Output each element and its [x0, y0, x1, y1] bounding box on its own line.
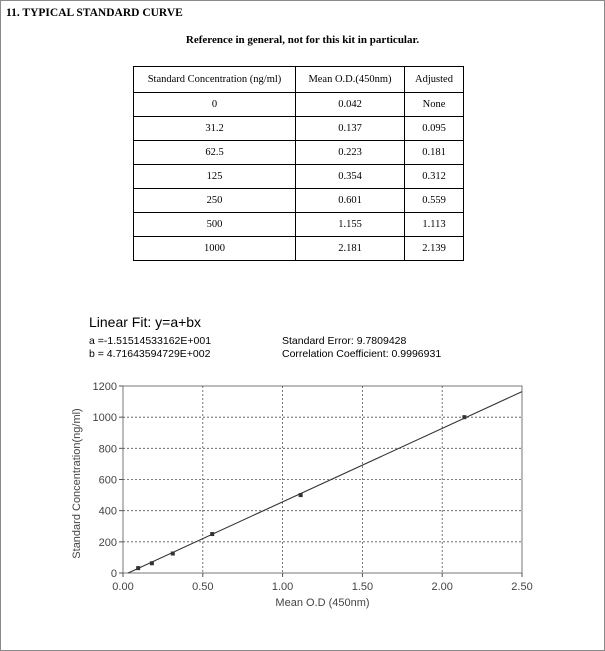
plot-frame: [123, 386, 522, 573]
data-point: [150, 561, 154, 565]
data-point: [171, 552, 175, 556]
data-point: [462, 415, 466, 419]
table-cell: 2.181: [296, 237, 405, 261]
table-cell: 31.2: [134, 117, 296, 141]
fit-title: Linear Fit: y=a+bx: [89, 314, 202, 330]
fit-correlation: Correlation Coefficient: 0.9996931: [282, 348, 442, 360]
table-cell: 0.042: [296, 93, 405, 117]
table-cell: 0.137: [296, 117, 405, 141]
table-cell: 0.223: [296, 141, 405, 165]
table-cell: 0.354: [296, 165, 405, 189]
x-tick-label: 2.00: [431, 581, 453, 593]
x-tick-label: 0.50: [192, 581, 214, 593]
y-tick-label: 1000: [92, 412, 117, 425]
table-cell: 1.155: [296, 213, 405, 237]
table-cell: 500: [134, 213, 296, 237]
y-tick-label: 200: [98, 536, 117, 549]
fit-coefficient-b: b = 4.71643594729E+002: [89, 348, 211, 360]
table-cell: 1.113: [405, 213, 464, 237]
table-header: Adjusted: [405, 67, 464, 93]
y-tick-label: 400: [98, 505, 117, 518]
data-point: [299, 493, 303, 497]
x-tick-label: 1.50: [351, 581, 374, 593]
y-tick-label: 0: [110, 568, 117, 580]
fit-standard-error: Standard Error: 9.7809428: [282, 335, 407, 347]
table-cell: 0.601: [296, 189, 405, 213]
y-tick-label: 1200: [92, 381, 117, 393]
subtitle: Reference in general, not for this kit in particular.: [185, 34, 420, 46]
table-cell: 0.312: [405, 165, 464, 189]
x-tick-label: 1.00: [271, 581, 294, 593]
fit-coefficient-a: a =-1.51514533162E+001: [89, 335, 212, 347]
table-cell: 250: [134, 189, 296, 213]
x-tick-label: 2.50: [511, 581, 533, 593]
y-axis-title: Standard Concentration(ng/ml): [71, 408, 83, 559]
y-tick-label: 600: [98, 474, 117, 487]
data-point: [136, 566, 140, 570]
section-title: 11. TYPICAL STANDARD CURVE: [6, 7, 183, 19]
table-cell: 2.139: [405, 237, 464, 261]
table-cell: 0: [134, 93, 296, 117]
table-header: Standard Concentration (ng/ml): [134, 67, 296, 93]
table-cell: 0.559: [405, 189, 464, 213]
data-point: [210, 532, 214, 536]
x-tick-label: 0.00: [112, 581, 134, 593]
table-cell: 125: [134, 165, 296, 189]
table-header: Mean O.D.(450nm): [296, 67, 405, 93]
table-cell: None: [405, 93, 464, 117]
table-cell: 1000: [134, 237, 296, 261]
table-cell: 62.5: [134, 141, 296, 165]
table-cell: 0.095: [405, 117, 464, 141]
x-axis-title: Mean O.D (450nm): [275, 597, 370, 609]
table-cell: 0.181: [405, 141, 464, 165]
y-tick-label: 800: [98, 443, 117, 456]
